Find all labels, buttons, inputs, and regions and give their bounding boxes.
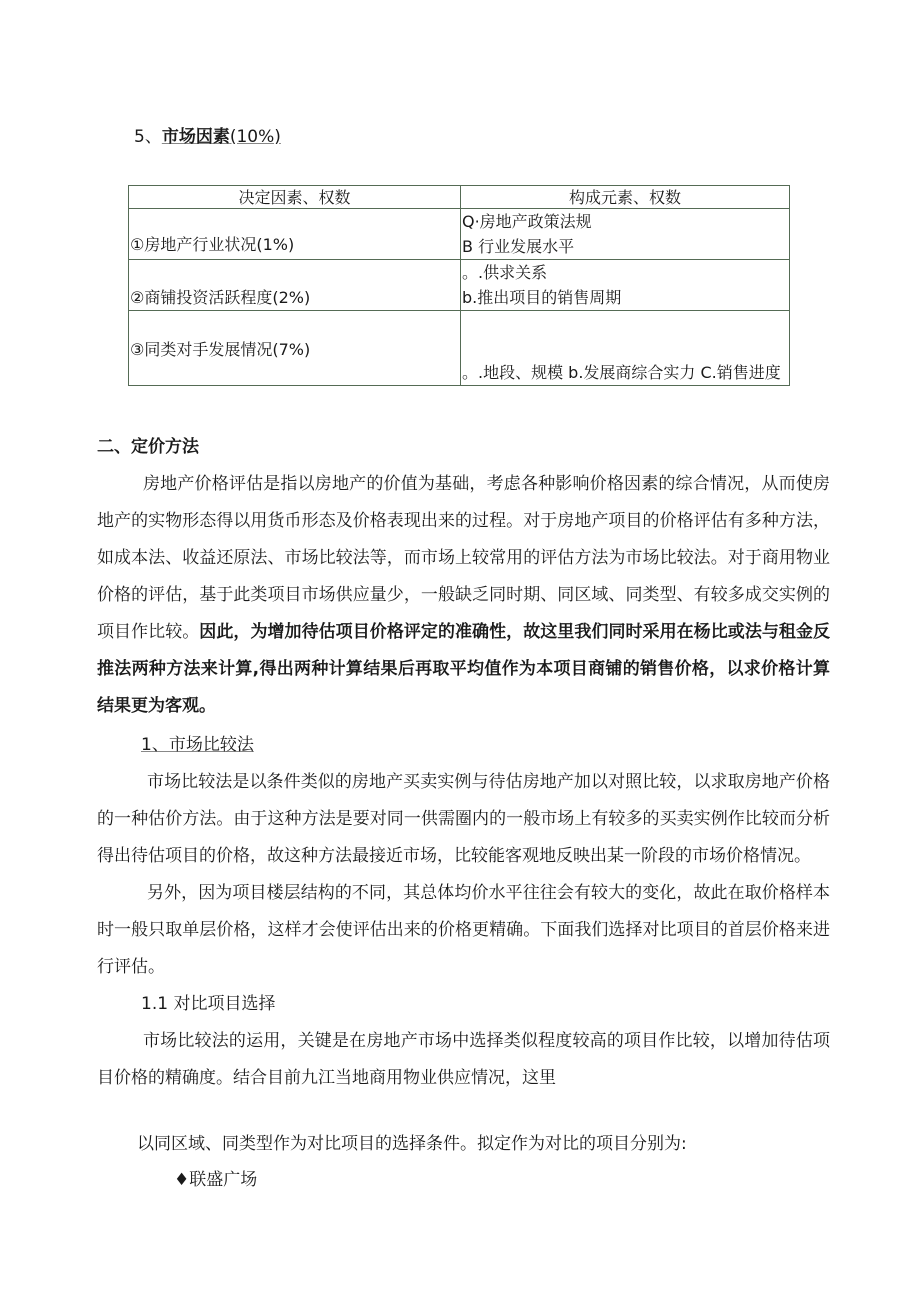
factor-cell: ③同类对手发展情况(7%) — [129, 311, 461, 386]
section-5-heading — [134, 126, 281, 148]
paragraph-line: 目价格的精确度。结合目前九江当地商用物业供应情况，这里 — [97, 1068, 556, 1088]
element-item: 。.地段、规模 b.发展商综合实力 C.销售进度 — [462, 363, 781, 382]
factor-cell: ②商铺投资活跃程度(2%) — [129, 260, 461, 311]
factor-cell: ①房地产行业状况(1%) — [129, 209, 461, 260]
paragraph-line: 价格的评估，基于此类项目市场供应量少，一般缺乏同时期、同区域、同类型、有较多成交实例的 — [97, 585, 830, 605]
normal-text: 项目作比较。 — [97, 622, 200, 642]
paragraph-line: 行评估。 — [97, 957, 165, 977]
paragraph-line: 市场比较法是以条件类似的房地产买卖实例与待估房地产加以对照比较，以求取房地产价格 — [147, 772, 830, 792]
table-row — [129, 311, 790, 386]
table-header: 构成元素、权数 — [461, 186, 790, 209]
market-factor-table — [128, 185, 790, 386]
paragraph-line: 结果更为客观。 — [97, 696, 216, 716]
table-row — [129, 260, 790, 311]
subsection-1-heading: 1、市场比较法 — [141, 735, 254, 755]
paragraph-line: 市场比较法的运用，关键是在房地产市场中选择类似程度较高的项目作比较，以增加待估项 — [143, 1031, 830, 1051]
bullet-item — [174, 1169, 257, 1191]
table-header: 决定因素、权数 — [129, 186, 461, 209]
paragraph-line: 时一般只取单层价格，这样才会使评估出来的价格更精确。下面我们选择对比项目的首层价格来进 — [97, 920, 830, 940]
paragraph-line: 如成本法、收益还原法、市场比较法等，而市场上较常用的评估方法为市场比较法。对于商用物业 — [97, 548, 830, 568]
subsection-1-1-heading: 1.1 对比项目选择 — [141, 994, 276, 1014]
paragraph-line: 得出待估项目的价格，故这种方法最接近市场，比较能客观地反映出某一阶段的市场价格情况。 — [97, 846, 811, 866]
elements-cell — [461, 311, 790, 386]
paragraph-line: 以同区域、同类型作为对比项目的选择条件。拟定作为对比的项目分别为: — [137, 1134, 687, 1154]
element-item: Q·房地产政策法规 — [462, 212, 592, 231]
paragraph-line: 的一种估价方法。由于这种方法是要对同一供需圈内的一般市场上有较多的买卖实例作比较而分析 — [97, 809, 830, 829]
paragraph-line: 房地产价格评估是指以房地产的价值为基础，考虑各种影响价格因素的综合情况，从而使房 — [143, 474, 830, 494]
heading-title: 市场因素 — [161, 127, 230, 147]
diamond-bullet-icon: ♦ — [174, 1170, 190, 1190]
element-item: B 行业发展水平 — [462, 237, 575, 256]
bullet-label: 联盛广场 — [189, 1170, 258, 1190]
bold-text: 因此，为增加待估项目价格评定的准确性，故这里我们同时采用在杨比或法与租金反 — [199, 622, 831, 642]
paragraph-line — [97, 621, 830, 643]
paragraph-line: 地产的实物形态得以用货币形态及价格表现出来的过程。对于房地产项目的价格评估有多种方法， — [97, 511, 830, 531]
element-item: 。.供求关系 — [462, 263, 548, 282]
section-2-heading: 二、定价方法 — [97, 437, 199, 457]
table-row — [129, 209, 790, 260]
elements-cell — [461, 260, 790, 311]
elements-cell — [461, 209, 790, 260]
paragraph-line: 推法两种方法来计算,得出两种计算结果后再取平均值作为本项目商铺的销售价格，以求价格计算 — [97, 659, 830, 679]
table-header-row — [129, 186, 790, 209]
heading-weight: (10%) — [229, 127, 281, 147]
element-item: b.推出项目的销售周期 — [462, 288, 622, 307]
heading-number: 5、 — [134, 127, 162, 147]
paragraph-line: 另外，因为项目楼层结构的不同，其总体均价水平往往会有较大的变化，故此在取价格样本 — [147, 883, 830, 903]
